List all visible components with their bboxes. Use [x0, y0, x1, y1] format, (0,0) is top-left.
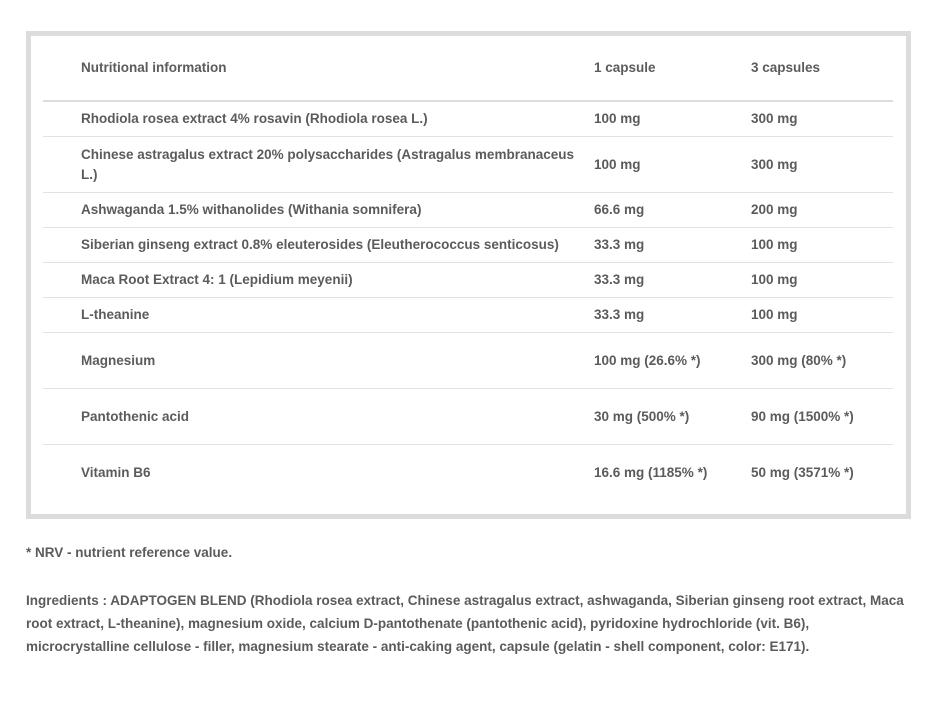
amount-1-capsule: 100 mg	[594, 137, 751, 193]
amount-3-capsules: 100 mg	[751, 263, 893, 298]
amount-1-capsule: 33.3 mg	[594, 263, 751, 298]
ingredient-name: Chinese astragalus extract 20% polysaccharides (Astragalus membranaceus L.)	[43, 137, 594, 193]
ingredients-text: Ingredients : ADAPTOGEN BLEND (Rhodiola rosea extract, Chinese astragalus extract, ashwaganda, Siberian ginseng root extract, Maca root extract, L-theanine), magnesium oxide, calcium D-pantothenate (pantothenic acid), pyridoxine hydrochloride (vit. B6), microcrystalline cellulose - filler, magnesium stearate - anti-caking agent, capsule (gelatin - shell component, color: E171).	[26, 593, 904, 654]
nrv-footnote: * NRV - nutrient reference value.	[26, 545, 233, 560]
amount-3-capsules: 90 mg (1500% *)	[751, 389, 893, 445]
ingredient-name: Rhodiola rosea extract 4% rosavin (Rhodiola rosea L.)	[43, 101, 594, 137]
table-row	[43, 445, 893, 501]
table-row	[43, 193, 893, 228]
amount-3-capsules: 50 mg (3571% *)	[751, 464, 854, 480]
table-row	[43, 228, 893, 263]
ingredient-name: Siberian ginseng extract 0.8% eleuterosides (Eleutherococcus senticosus)	[43, 228, 594, 263]
amount-3-capsules: 300 mg (80% *)	[751, 333, 893, 389]
table-row	[43, 101, 893, 137]
amount-3-capsules: 300 mg	[751, 101, 893, 137]
ingredient-name: Maca Root Extract 4: 1 (Lepidium meyenii)	[43, 263, 594, 298]
amount-1-capsule: 16.6 mg (1185% *)	[594, 464, 708, 480]
amount-1-capsule: 100 mg	[594, 101, 751, 137]
amount-1-capsule: 33.3 mg	[594, 298, 751, 333]
table-row	[43, 298, 893, 333]
ingredient-name: Magnesium	[43, 333, 594, 389]
table-row	[43, 389, 893, 445]
amount-1-capsule: 100 mg (26.6% *)	[594, 333, 751, 389]
amount-1-capsule: 33.3 mg	[594, 228, 751, 263]
ingredient-name: L-theanine	[43, 298, 594, 333]
ingredient-name: Pantothenic acid	[43, 389, 594, 445]
nutrition-table-box	[26, 31, 911, 519]
amount-3-capsules: 300 mg	[751, 137, 893, 193]
table-row	[43, 137, 893, 193]
amount-1-capsule: 66.6 mg	[594, 193, 751, 228]
amount-3-capsules: 100 mg	[751, 298, 893, 333]
table-header-row	[43, 36, 893, 101]
header-nutritional-information: Nutritional information	[43, 36, 594, 101]
ingredient-name: Ashwaganda 1.5% withanolides (Withania somnifera)	[43, 193, 594, 228]
header-3-capsules: 3 capsules	[751, 36, 893, 101]
table-row	[43, 263, 893, 298]
amount-1-capsule: 30 mg (500% *)	[594, 389, 751, 445]
header-1-capsule: 1 capsule	[594, 36, 751, 101]
nutrition-table	[43, 36, 893, 500]
ingredient-name: Vitamin B6	[81, 464, 151, 480]
amount-3-capsules: 100 mg	[751, 228, 893, 263]
table-row	[43, 333, 893, 389]
amount-3-capsules: 200 mg	[751, 193, 893, 228]
